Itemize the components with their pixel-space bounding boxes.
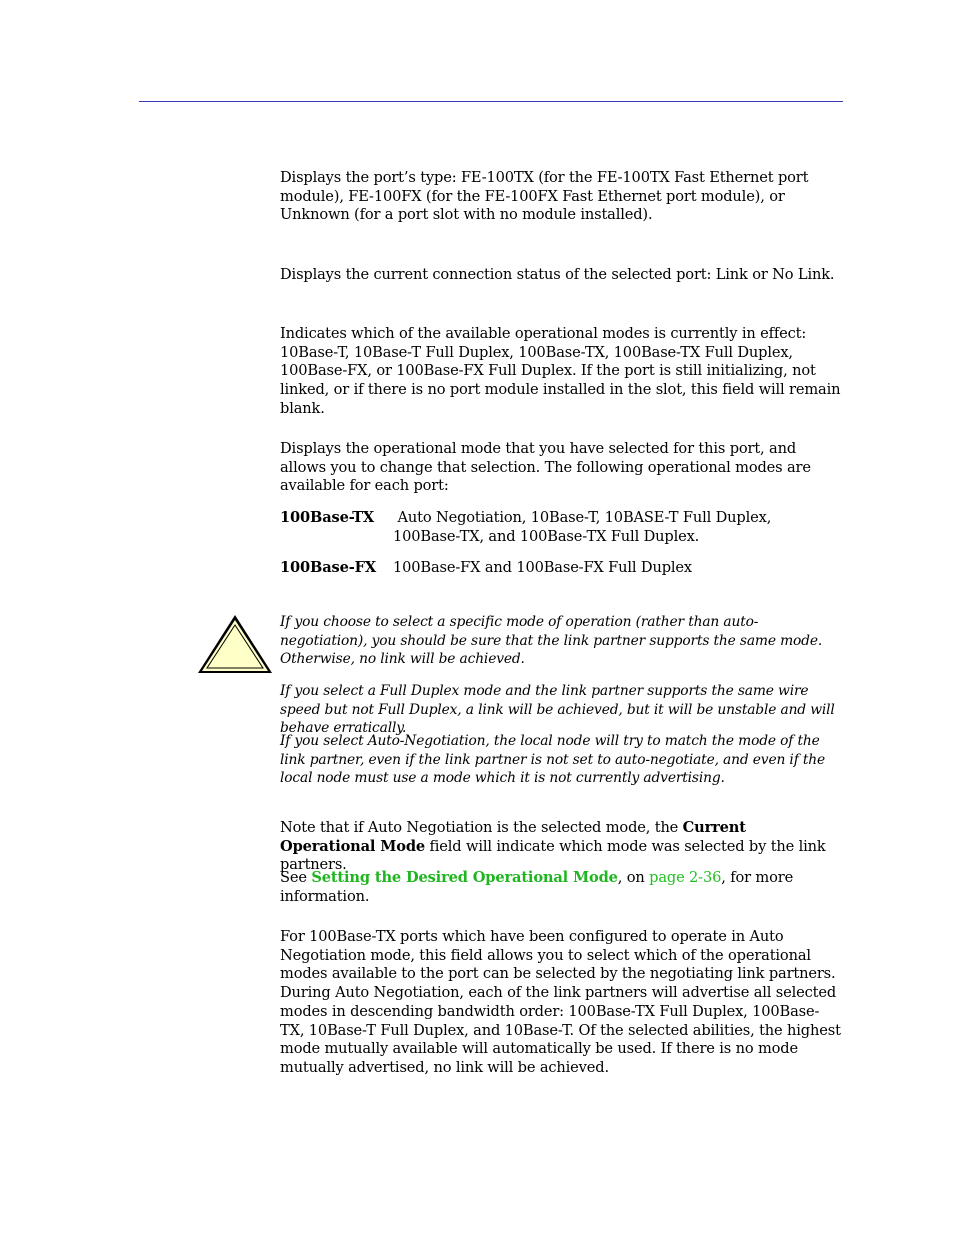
page-link[interactable]: page 2-36 — [649, 869, 722, 886]
caution-triangle-icon — [196, 613, 274, 675]
see-middle: , on — [617, 869, 650, 886]
caution-note-3 — [280, 732, 842, 788]
caution-note-text: If you select Auto-Negotiation, the local node will try to match the mode of the link partner, even if the link partner is not set to auto-negotiate, and even if the local node must use a mode which it is not currently advertising. — [280, 733, 826, 786]
mode-list — [280, 509, 842, 578]
caution-note-text: If you select a Full Duplex mode and the link partner supports the same wire speed but not Full Duplex, a link will be achieved, but it will be unstable and will behave erratically. — [280, 683, 835, 736]
mode-name: 100Base-FX — [280, 559, 376, 577]
link-status-text: Displays the current connection status of the selected port: Link or No Link. — [280, 266, 835, 283]
link-status-description — [280, 266, 842, 285]
mode-row-100base-tx — [280, 509, 842, 546]
desired-mode-text: Displays the operational mode that you have selected for this port, and allows you to change that selection. The following operational modes are available for each port: — [280, 440, 811, 495]
mode-description — [393, 559, 842, 578]
note-text — [280, 819, 842, 875]
field-name: Current Operational Mode — [280, 819, 746, 855]
mode-description-line: 100Base-FX and 100Base-FX Full Duplex — [393, 559, 692, 577]
header-rule — [139, 101, 843, 102]
see-suffix: , for more information. — [280, 869, 794, 905]
mode-description-line: 100Base-TX, and 100Base-TX Full Duplex. — [393, 527, 700, 545]
note-suffix: field will indicate which mode was selected by the link partners. — [280, 837, 826, 874]
mode-description-line: Auto Negotiation, 10Base-T, 10BASE-T Full Duplex, — [393, 509, 772, 526]
desired-mode-description — [280, 440, 842, 496]
caution-note-1 — [280, 613, 842, 669]
see-text — [280, 869, 842, 906]
caution-note-text: If you choose to select a specific mode of operation (rather than auto-negotiation), you should be sure that the link partner supports the same mode. Otherwise, no link will be achieved. — [280, 614, 823, 667]
section-link[interactable]: Setting the Desired Operational Mode — [311, 869, 618, 886]
current-mode-text: Indicates which of the available operational modes is currently in effect: 10Base-T, 10Base-T Full Duplex, 100Base-TX, 100Base-TX Full Duplex, 100Base-FX, or 100Base-FX Full Duplex. If the port is still initializing, not linked, or if there is no port module installed in the slot, this field will remain blank. — [280, 325, 841, 417]
port-type-text: Displays the port’s type: FE-100TX (for the FE-100TX Fast Ethernet port module), FE-100FX (for the FE-100FX Fast Ethernet port module), or Unknown (for a port slot with no module installed). — [280, 169, 809, 224]
current-mode-description — [280, 325, 842, 419]
advertised-abilities-description — [280, 928, 842, 1078]
note-prefix: Note that if Auto Negotiation is the selected mode, the — [280, 819, 683, 836]
cross-reference — [280, 869, 842, 906]
mode-row-100base-fx — [280, 559, 842, 578]
port-type-description — [280, 169, 842, 225]
mode-name: 100Base-TX — [280, 509, 375, 526]
caution-note-2 — [280, 682, 842, 738]
mode-description — [393, 509, 842, 546]
see-prefix: See — [280, 869, 312, 886]
auto-negotiation-note — [280, 819, 842, 875]
advertised-text: For 100Base-TX ports which have been configured to operate in Auto Negotiation mode, this field allows you to select which of the operational modes available to the port can be selected by the negotiating link partners. During Auto Negotiation, each of the link partners will advertise all selected modes in descending bandwidth order: 100Base-TX Full Duplex, 100Base-TX, 10Base-T Full Duplex, and 10Base-T. Of the selected abilities, the highest mode mutually available will automatically be used. If there is no mode mutually advertised, no link will be achieved. — [280, 928, 841, 1076]
